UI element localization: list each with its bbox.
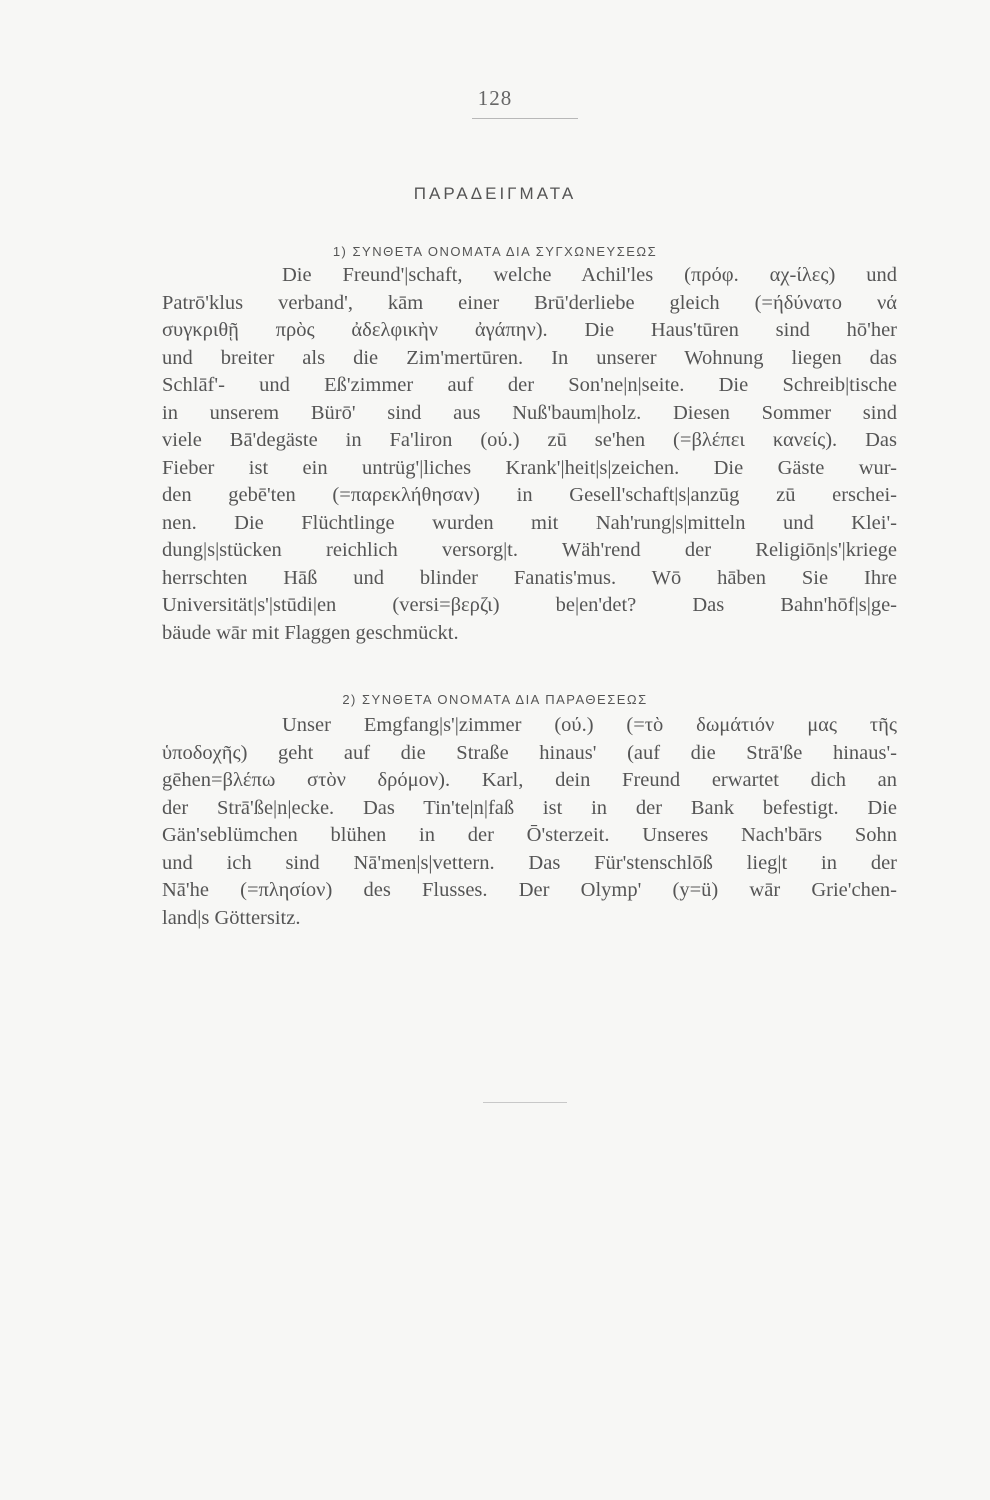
- text-line: dung|s|stücken reichlich versorg|t. Wäh'rend der Religiōn|s'|kriege: [162, 539, 897, 561]
- text-line: nen. Die Flüchtlinge wurden mit Nah'rung|s|mitteln und Klei'-: [162, 511, 897, 534]
- text-line: Universität|s'|stūdi|en (versi=βερζι) be|en'det? Das Bahn'hōf|s|ge-: [162, 594, 897, 616]
- section-2-text: [162, 712, 897, 932]
- text-line: den gebē'ten (=παρεκλήθησαν) in Gesell'schaft|s|anzūg zū erschei-: [162, 484, 897, 506]
- page-number: 128: [477, 86, 513, 110]
- text-line: land|s Göttersitz.: [162, 906, 301, 929]
- text-line: Die Freund'|schaft, welche Achil'les (πρόφ. αχ-ίλες) und: [282, 264, 897, 286]
- text-line: und breiter als die Zim'mertūren. In unserer Wohnung liegen das: [162, 346, 897, 369]
- text-line: Schlāf'- und Eß'zimmer auf der Son'ne|n|seite. Die Schreib|tische: [162, 374, 897, 396]
- text-line: der Strā'ße|n|ecke. Das Tin'te|n|faß ist in der Bank befestigt. Die: [162, 796, 897, 819]
- text-line: Nā'he (=πλησίον) des Flusses. Der Olymp' (y=ü) wār Grie'chen-: [162, 879, 897, 901]
- text-line: Fieber ist ein untrüg'|liches Krank'|heit|s|zeichen. Die Gäste wur-: [162, 456, 897, 479]
- text-line: gēhen=βλέπω στὸν δρόμον). Karl, dein Freund erwartet dich an: [162, 769, 897, 791]
- text-line: und ich sind Nā'men|s|vettern. Das Für'stenschlōß lieg|t in der: [162, 851, 897, 874]
- text-line: συγκριθῇ πρὸς ἀδελφικὴν ἀγάπην). Die Haus'tūren sind hō'her: [162, 319, 897, 341]
- section-1-text: [162, 262, 897, 647]
- text-line: in unserem Bürō' sind aus Nuß'baum|holz. Diesen Sommer sind: [162, 401, 897, 424]
- text-line: ὑποδοχῆς) geht auf die Straße hinaus' (auf die Strā'ße hinaus'-: [162, 741, 897, 764]
- text-line: bäude wār mit Flaggen geschmückt.: [162, 621, 459, 644]
- section-heading-1: 1) ΣΥΝΘΕΤΑ ΟΝΟΜΑΤΑ ΔΙΑ ΣΥΓΧΩΝΕΥΣΕΩΣ: [332, 244, 658, 259]
- text-line: viele Bā'degäste in Fa'liron (ού.) zū se'hen (=βλέπει κανείς). Das: [162, 429, 897, 451]
- text-line: herrschten Hāß und blinder Fanatis'mus. Wō hāben Sie Ihre: [162, 566, 897, 589]
- text-line: Patrō'klus verband', kām einer Brū'derliebe gleich (=ήδύνατο νά: [162, 291, 897, 314]
- header-rule: [472, 118, 578, 119]
- text-line: Unser Emgfang|s'|zimmer (ού.) (=τὸ δωμάτιόν μας τῆς: [282, 714, 897, 736]
- footer-rule: [483, 1102, 567, 1103]
- section-heading-2: 2) ΣΥΝΘΕΤΑ ΟΝΟΜΑΤΑ ΔΙΑ ΠΑΡΑΘΕΣΕΩΣ: [342, 692, 648, 707]
- page-title: ΠΑΡΑΔΕΙΓΜΑΤΑ: [413, 184, 577, 203]
- text-line: Gän'seblümchen blühen in der Ō'sterzeit. Unseres Nach'bārs Sohn: [162, 824, 897, 846]
